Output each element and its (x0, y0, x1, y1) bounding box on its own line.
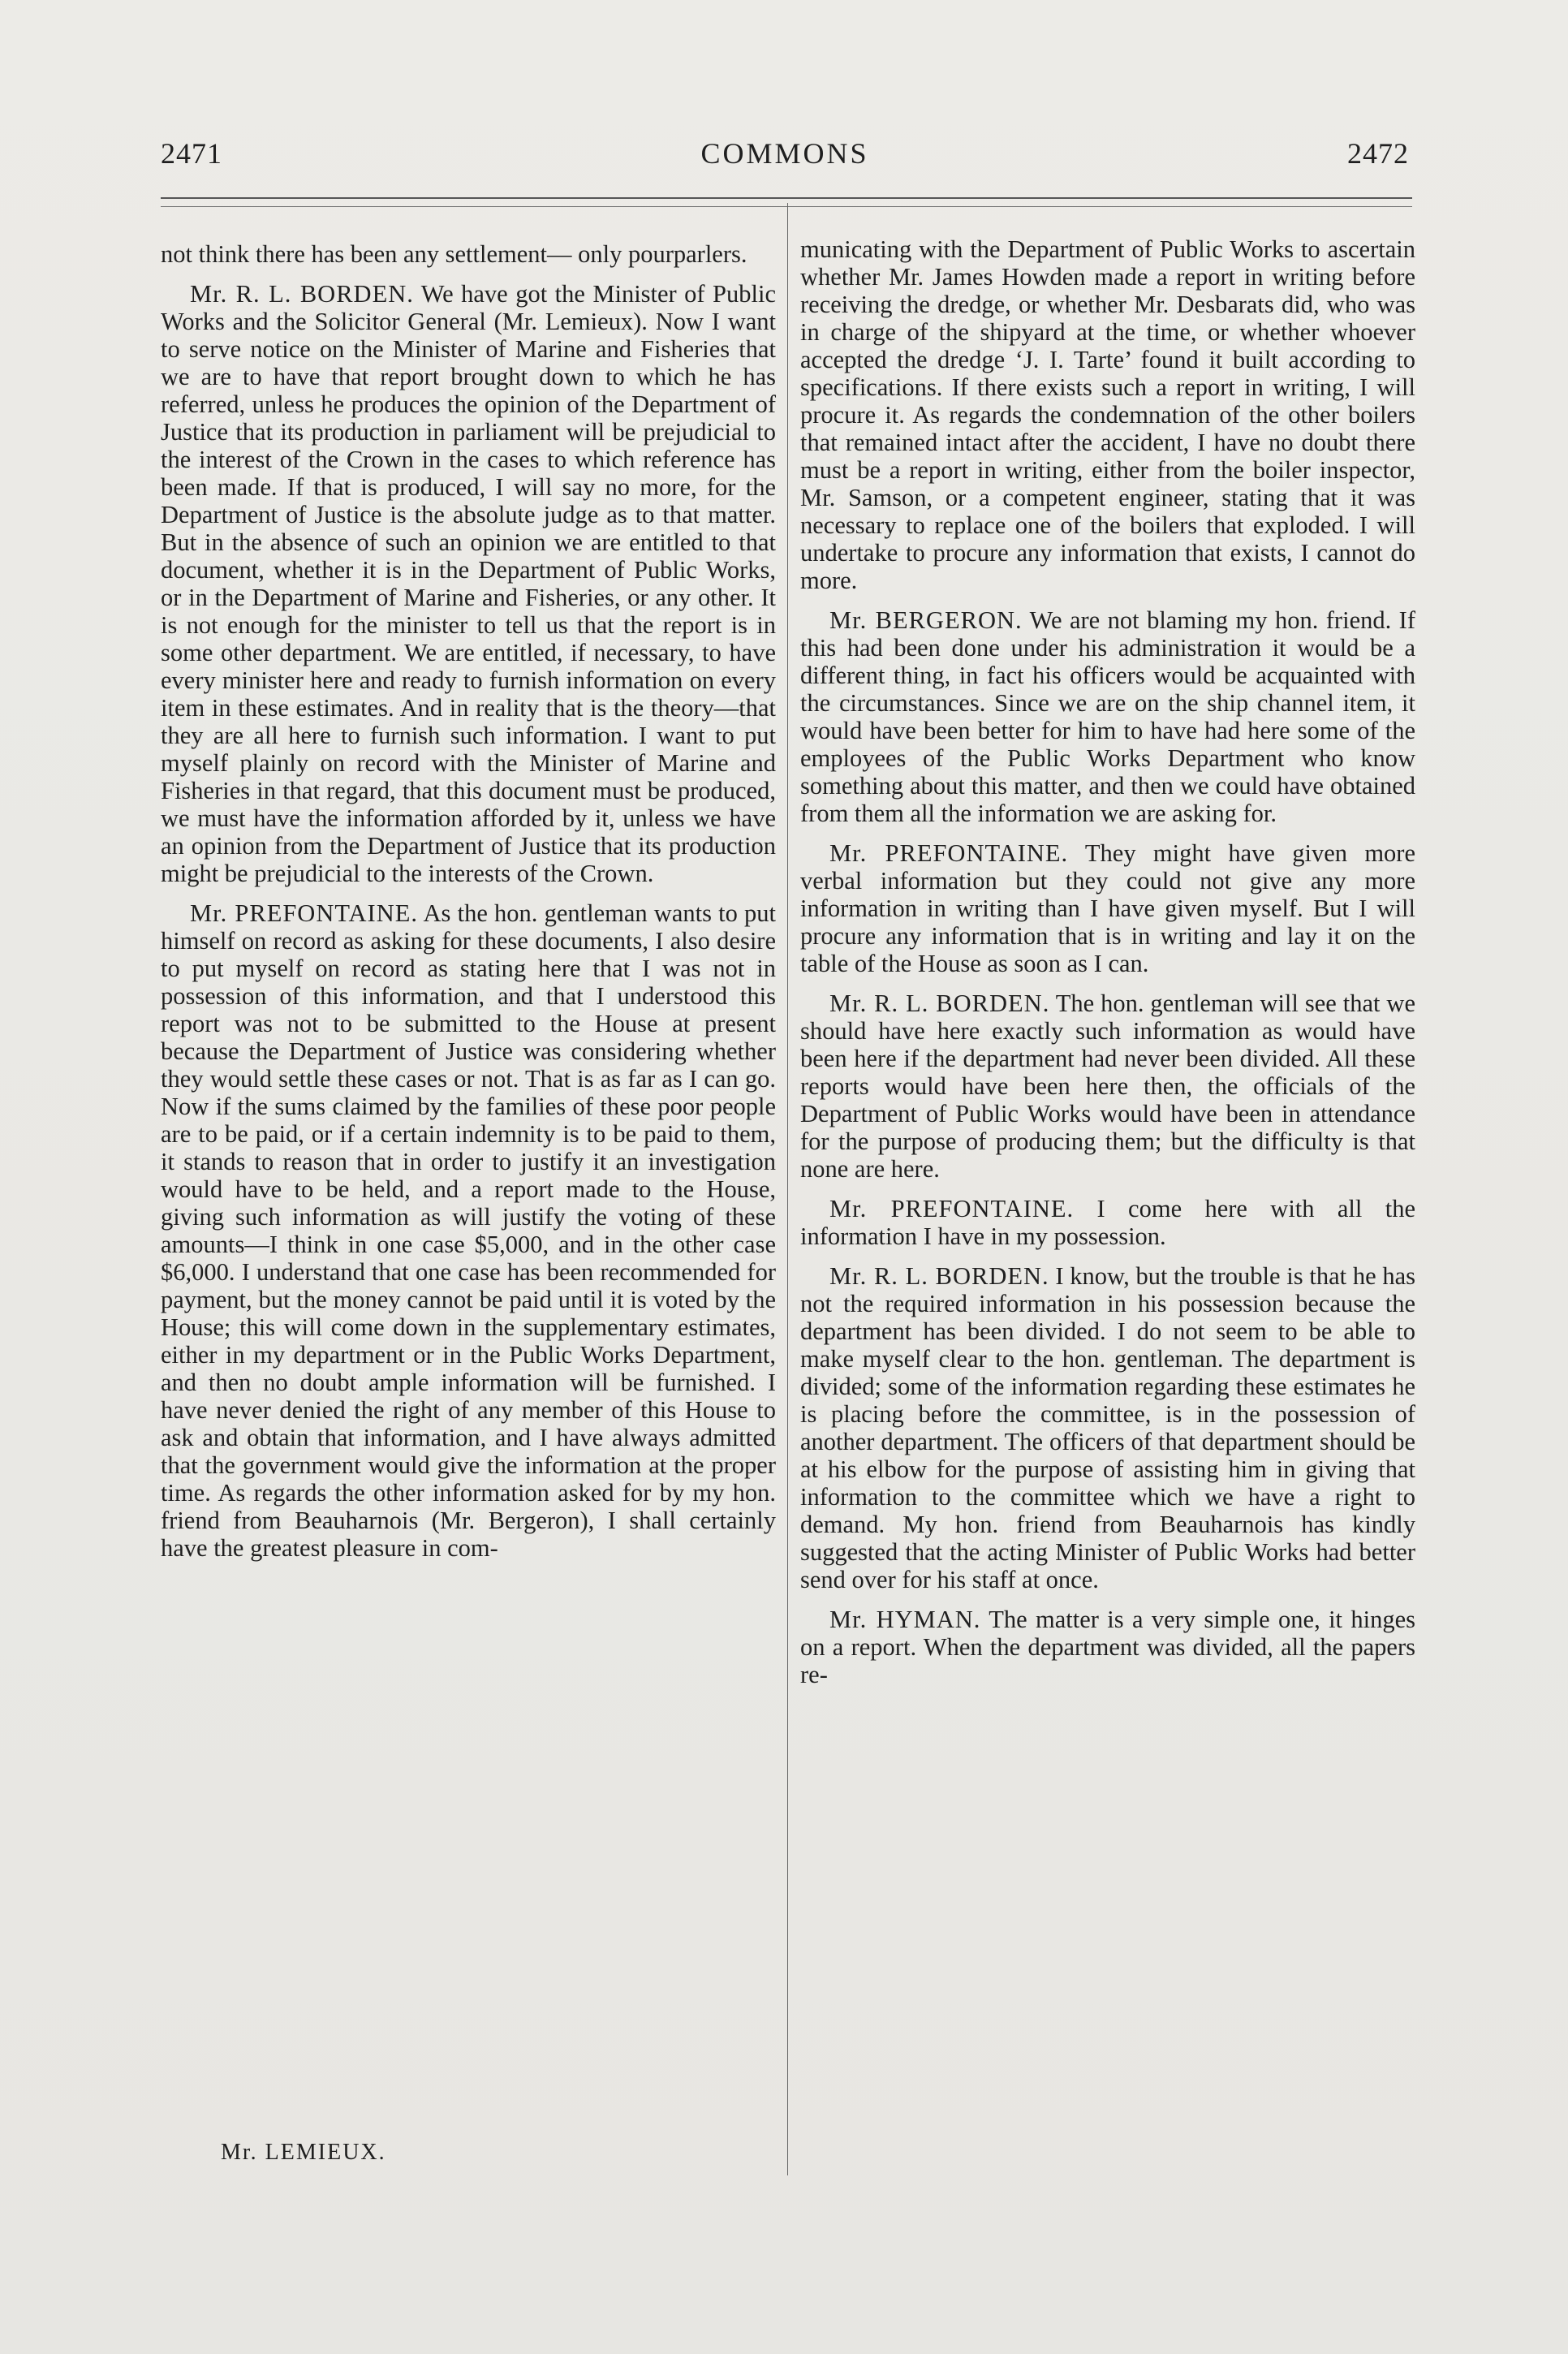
left-column (161, 240, 776, 1574)
speaker-name: Mr. HYMAN. (829, 1606, 981, 1633)
speech-text: The hon. gentleman will see that we should have here exactly such information as would have been here if the department had never been divided. All these reports would have been here then, the officials of the Department of Public Works would have been in attendance for the purpose of producing them; but the difficulty is that none are here. (800, 989, 1415, 1183)
speech-text: I come here with all the information I have in my possession. (800, 1195, 1415, 1250)
running-footer: Mr. LEMIEUX. (221, 2140, 386, 2165)
page-number-right: 2472 (1347, 137, 1409, 170)
speech-text: I know, but the trouble is that he has not the required information in his possession because the department has been divided. I do not seem to be able to make myself clear to the hon. gentleman. The department is divided; some of the information regarding these estimates he is placing before the committee, is in the possession of another department. The officers of that department should be at his elbow for the purpose of assisting him in giving that information to the committee which we have a right to demand. My hon. friend from Beauharnois has kindly suggested that the acting Minister of Public Works had better send over for his staff at once. (800, 1262, 1415, 1593)
speech-text: As the hon. gentleman wants to put himself on record as asking for these documents, I also desire to put myself on record as stating here that I was not in possession of this information, and that I understood this report was not to be submitted to the House at present because the Department of Justice was considering whether they would settle these cases or not. That is as far as I can go. Now if the sums claimed by the families of these poor people are to be paid, or if a certain indemnity is to be paid to them, it stands to reason that in order to justify it an investigation would have to be held, and a report made to the House, giving such information as will justify the voting of these amounts—I think in one case $5,000, and in the other case $6,000. I understand that one case has been recommended for payment, but the money cannot be paid until it is voted by the House; this will come down in the supplementary estimates, either in my department or in the Public Works Department, and then no doubt ample information will be furnished. I have never denied the right of any member of this House to ask and obtain that information, and I have always admitted that the government would give the information at the proper time. As regards the other information asked for by my hon. friend from Beauharnois (Mr. Bergeron), I shall certainly have the greatest pleasure in com- (161, 899, 777, 1562)
paragraph (800, 235, 1415, 594)
speaker-name: Mr. PREFONTAINE. (829, 1195, 1075, 1222)
speaker-name: Mr. R. L. BORDEN. (829, 989, 1050, 1017)
paragraph (800, 1606, 1415, 1688)
paragraph (161, 280, 776, 887)
speech-text: They might have given more verbal information but they could not give any more information in writing than I have given myself. But I will procure any information that is in writing and lay it on the table of the House as soon as I can. (800, 839, 1415, 977)
paragraph (800, 839, 1415, 977)
speaker-name: Mr. PREFONTAINE. (190, 899, 419, 927)
speech-text: The matter is a very simple one, it hinges on a report. When the department was divided, all the papers re- (800, 1606, 1415, 1688)
page-title: COMMONS (700, 137, 869, 170)
speaker-name: Mr. PREFONTAINE. (829, 839, 1069, 867)
paragraph: not think there has been any settlement— only pourparlers. (161, 240, 747, 268)
speaker-name: Mr. R. L. BORDEN. (829, 1262, 1049, 1290)
paragraph (800, 1195, 1415, 1250)
paragraph (161, 899, 776, 1562)
speech-text: We have got the Minister of Public Works and the Solicitor General (Mr. Lemieux). Now I want to serve notice on the Minister of Marine and Fisheries that we are to have that report brought down to which he has referred, unless he produces the opinion of the Department of Justice that its production in parliament will be prejudicial to the interest of the Crown in the cases to which reference has been made. If that is produced, I will say no more, for the Department of Justice is the absolute judge as to that matter. But in the absence of such an opinion we are entitled to that document, whether it is in the Department of Public Works, or in the Department of Marine and Fisheries, or any other. It is not enough for the minister to tell us that the report is in some other department. We are entitled, if necessary, to have every minister here and ready to furnish information on every item in these estimates. And in reality that is the theory—that they are all here to furnish such information. I want to put myself plainly on record with the Minister of Marine and Fisheries in that regard, that this document must be produced, we must have the information afforded by it, unless we have an opinion from the Department of Justice that its production might be prejudicial to the interests of the Crown. (161, 280, 777, 887)
header-rule-bottom (161, 206, 1412, 207)
column-divider (787, 203, 788, 2175)
paragraph (800, 1262, 1415, 1593)
page-number-left: 2471 (161, 137, 222, 170)
paragraph (800, 989, 1415, 1183)
paragraph (800, 606, 1415, 827)
right-column (800, 235, 1415, 1701)
page-header (161, 130, 1409, 179)
speaker-name: Mr. R. L. BORDEN. (190, 280, 414, 308)
speech-text: We are not blaming my hon. friend. If this had been done under his administration it would be a different thing, in fact his officers would be acquainted with the circumstances. Since we are on the ship channel item, it would have been better for him to have had here some of the employees of the Public Works Department who know something about this matter, and then we could have obtained from them all the information we are asking for. (800, 606, 1416, 827)
speaker-name: Mr. BERGERON. (829, 606, 1023, 634)
speech-text: municating with the Department of Public Works to ascertain whether Mr. James Howden made a report in writing before receiving the dredge, or whether Mr. Desbarats did, who was in charge of the shipyard at the time, or whether whoever accepted the dredge ‘J. I. Tarte’ found it built according to specifications. If there exists such a report in writing, I will procure it. As regards the condemnation of the other boilers that remained intact after the accident, I have no doubt there must be a report in writing, either from the boiler inspector, Mr. Samson, or a competent engineer, stating that it was necessary to replace one of the boilers that exploded. I will undertake to procure any information that exists, I cannot do more. (800, 235, 1415, 594)
header-rule-top (161, 197, 1412, 199)
